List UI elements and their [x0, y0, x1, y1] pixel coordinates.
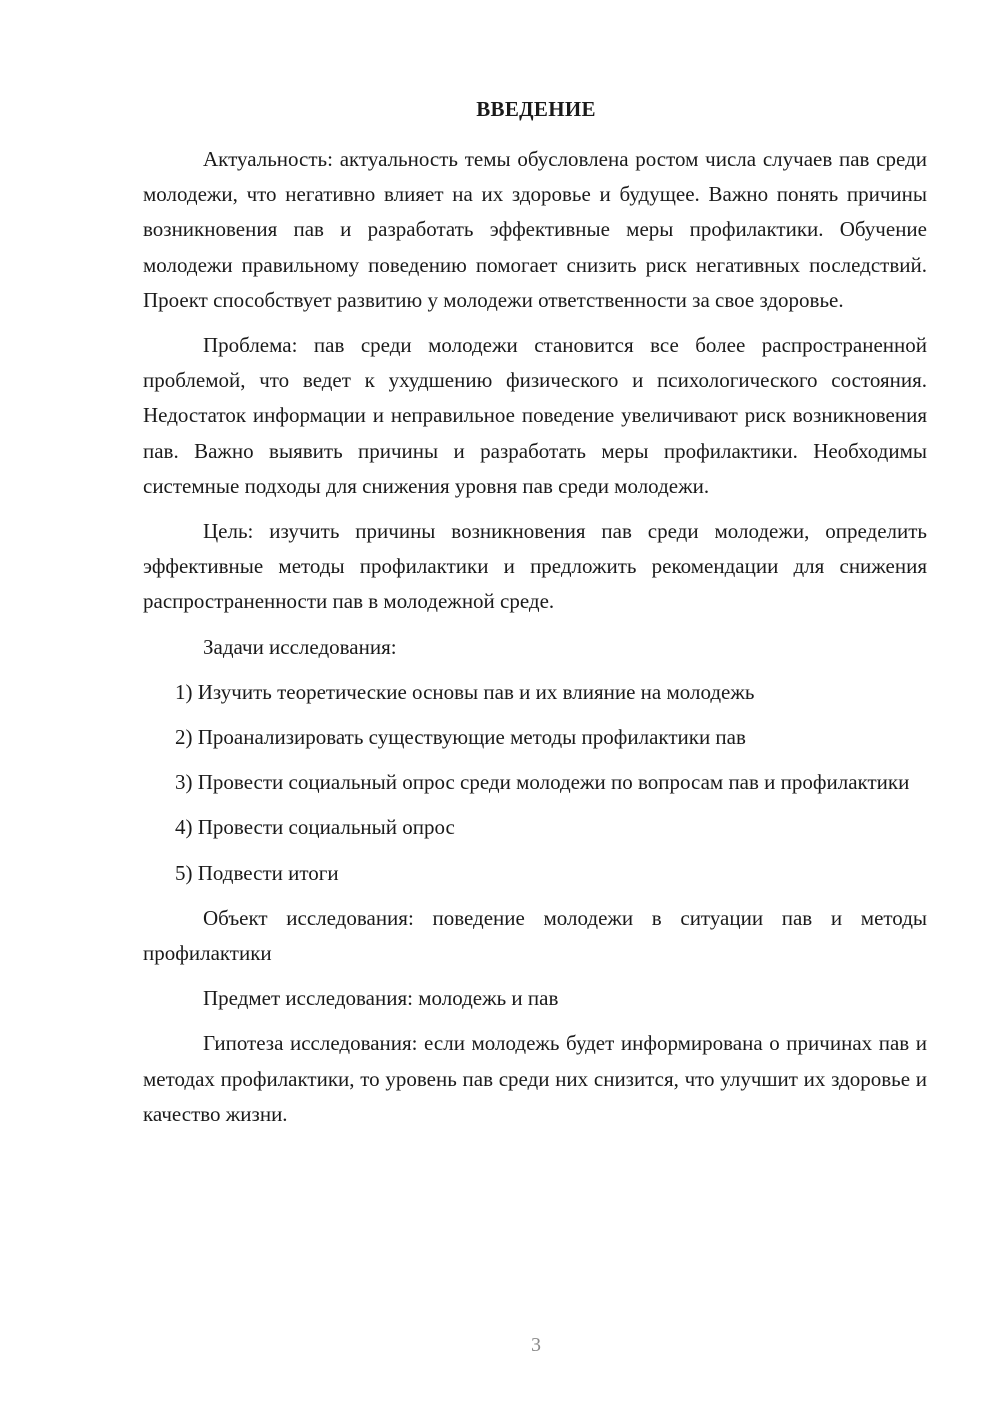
document-body	[143, 142, 927, 1132]
hypothesis-paragraph: Гипотеза исследования: если молодежь будет информирована о причинах пав и методах профилактики, то уровень пав среди них снизится, что улучшит их здоровье и качество жизни.	[143, 1031, 927, 1126]
page-number: 3	[531, 1334, 541, 1356]
page-title: ВВЕДЕНИЕ	[476, 97, 596, 121]
task-item: 4) Провести социальный опрос	[175, 815, 455, 840]
goal-paragraph: Цель: изучить причины возникновения пав среди молодежи, определить эффективные методы профилактики и предложить рекомендации для снижения распространенности пав в молодежной среде.	[143, 519, 927, 614]
problem-paragraph: Проблема: пав среди молодежи становится все более распространенной проблемой, что ведет к ухудшению физического и психологического состояния. Недостаток информации и неправильное поведение увеличивают риск возникновения пав. Важно выявить причины и разработать меры профилактики. Необходимы системные подходы для снижения уровня пав среди молодежи.	[143, 333, 927, 498]
subject-paragraph: Предмет исследования: молодежь и пав	[203, 986, 559, 1011]
task-item: 5) Подвести итоги	[175, 860, 339, 885]
relevance-paragraph: Актуальность: актуальность темы обусловлена ростом числа случаев пав среди молодежи, что негативно влияет на их здоровье и будущее. Важно понять причины возникновения пав и разработать эффективные меры профилактики. Обучение молодежи правильному поведению помогает снизить риск негативных последствий. Проект способствует развитию у молодежи ответственности за свое здоровье.	[143, 147, 927, 312]
task-item: 1) Изучить теоретические основы пав и их влияние на молодежь	[175, 679, 755, 704]
task-item: 2) Проанализировать существующие методы профилактики пав	[175, 725, 746, 750]
tasks-heading: Задачи исследования:	[203, 634, 397, 659]
task-item: 3) Провести социальный опрос среди молодежи по вопросам пав и профилактики	[175, 770, 910, 795]
object-paragraph: Объект исследования: поведение молодежи в ситуации пав и методы профилактики	[143, 905, 927, 966]
